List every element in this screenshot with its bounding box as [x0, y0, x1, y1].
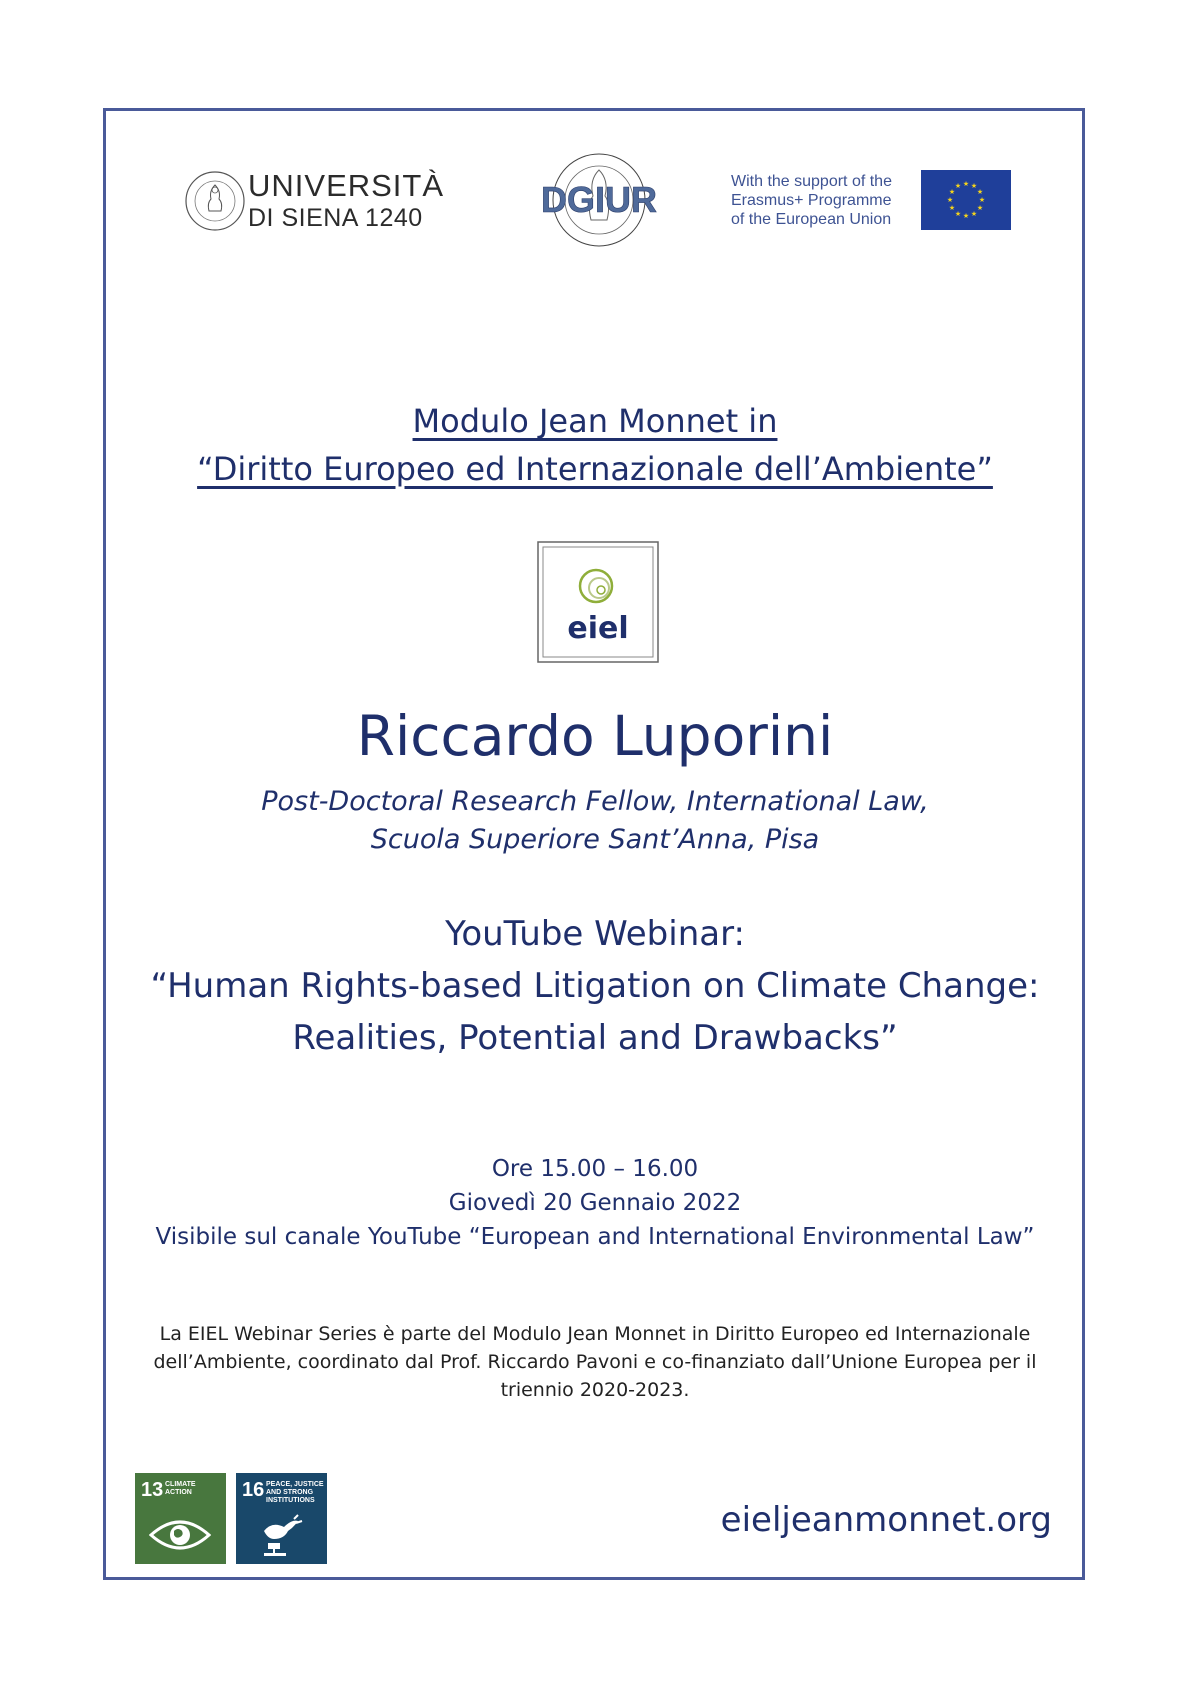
sdg-13-number: 13 [141, 1479, 164, 1501]
eu-flag-icon [921, 170, 1011, 230]
webinar-title-line-2: Realities, Potential and Drawbacks” [292, 1018, 898, 1058]
speaker-affiliation-line-1: Post-Doctoral Research Fellow, International Law, [261, 786, 929, 817]
dove-gavel-icon [250, 1513, 312, 1557]
svg-text:★: ★ [976, 204, 984, 212]
svg-text:★: ★ [970, 210, 978, 218]
speaker-affiliation-line-2: Scuola Superiore Sant’Anna, Pisa [370, 824, 820, 855]
sdg-16-label: PEACE, JUSTICE AND STRONG INSTITUTIONS [266, 1481, 324, 1504]
svg-text:★: ★ [962, 212, 970, 220]
svg-text:★: ★ [946, 196, 954, 204]
website-link[interactable]: eieljeanmonnet.org [720, 1500, 1052, 1540]
erasmus-line-3: of the European Union [731, 211, 892, 228]
svg-text:★: ★ [970, 182, 978, 190]
erasmus-support-text [731, 172, 892, 229]
module-title-line-2: “Diritto Europeo ed Internazionale dell’Ambiente” [197, 450, 993, 488]
eye-globe-icon [149, 1513, 211, 1557]
svg-text:★: ★ [948, 204, 956, 212]
eiel-logo [536, 540, 660, 664]
event-channel: Visibile sul canale YouTube “European and International Environmental Law” [155, 1224, 1035, 1250]
sdg-13-label: CLIMATE ACTION [165, 1481, 196, 1496]
series-description: La EIEL Webinar Series è parte del Modulo Jean Monnet in Diritto Europeo ed Internazionale dell’Ambiente, coordinato dal Prof. Riccardo Pavoni e co-finanziato dall’Unione Europea per il triennio 2020-2023. [153, 1323, 1037, 1401]
sdg-13-badge [135, 1473, 226, 1564]
dgiur-wordmark: DGIUR [541, 179, 657, 220]
webinar-title-line-1: “Human Rights-based Litigation on Climate Change: [150, 966, 1040, 1006]
unisi-name: UNIVERSITÀ [248, 168, 445, 203]
erasmus-line-1: With the support of the [731, 173, 892, 190]
module-title-line-1: Modulo Jean Monnet in [412, 402, 778, 440]
event-date: Giovedì 20 Gennaio 2022 [448, 1190, 742, 1216]
erasmus-line-2: Erasmus+ Programme [731, 192, 892, 209]
webinar-label: YouTube Webinar: [445, 914, 745, 954]
dgiur-logo [524, 150, 674, 250]
svg-text:★: ★ [954, 182, 962, 190]
svg-text:★: ★ [978, 196, 986, 204]
svg-text:★: ★ [976, 188, 984, 196]
siena-seal-icon [184, 170, 246, 232]
svg-text:★: ★ [962, 180, 970, 188]
eiel-wordmark: eiel [567, 611, 629, 646]
unisi-subname: DI SIENA 1240 [248, 204, 423, 232]
speaker-name: Riccardo Luporini [356, 704, 834, 768]
svg-text:★: ★ [954, 210, 962, 218]
event-time: Ore 15.00 – 16.00 [491, 1156, 699, 1182]
sdg-16-number: 16 [242, 1479, 265, 1501]
university-of-siena-logo [184, 166, 445, 240]
erasmus-support-logo [731, 170, 1011, 230]
sdg-16-badge [236, 1473, 327, 1564]
svg-text:★: ★ [948, 188, 956, 196]
